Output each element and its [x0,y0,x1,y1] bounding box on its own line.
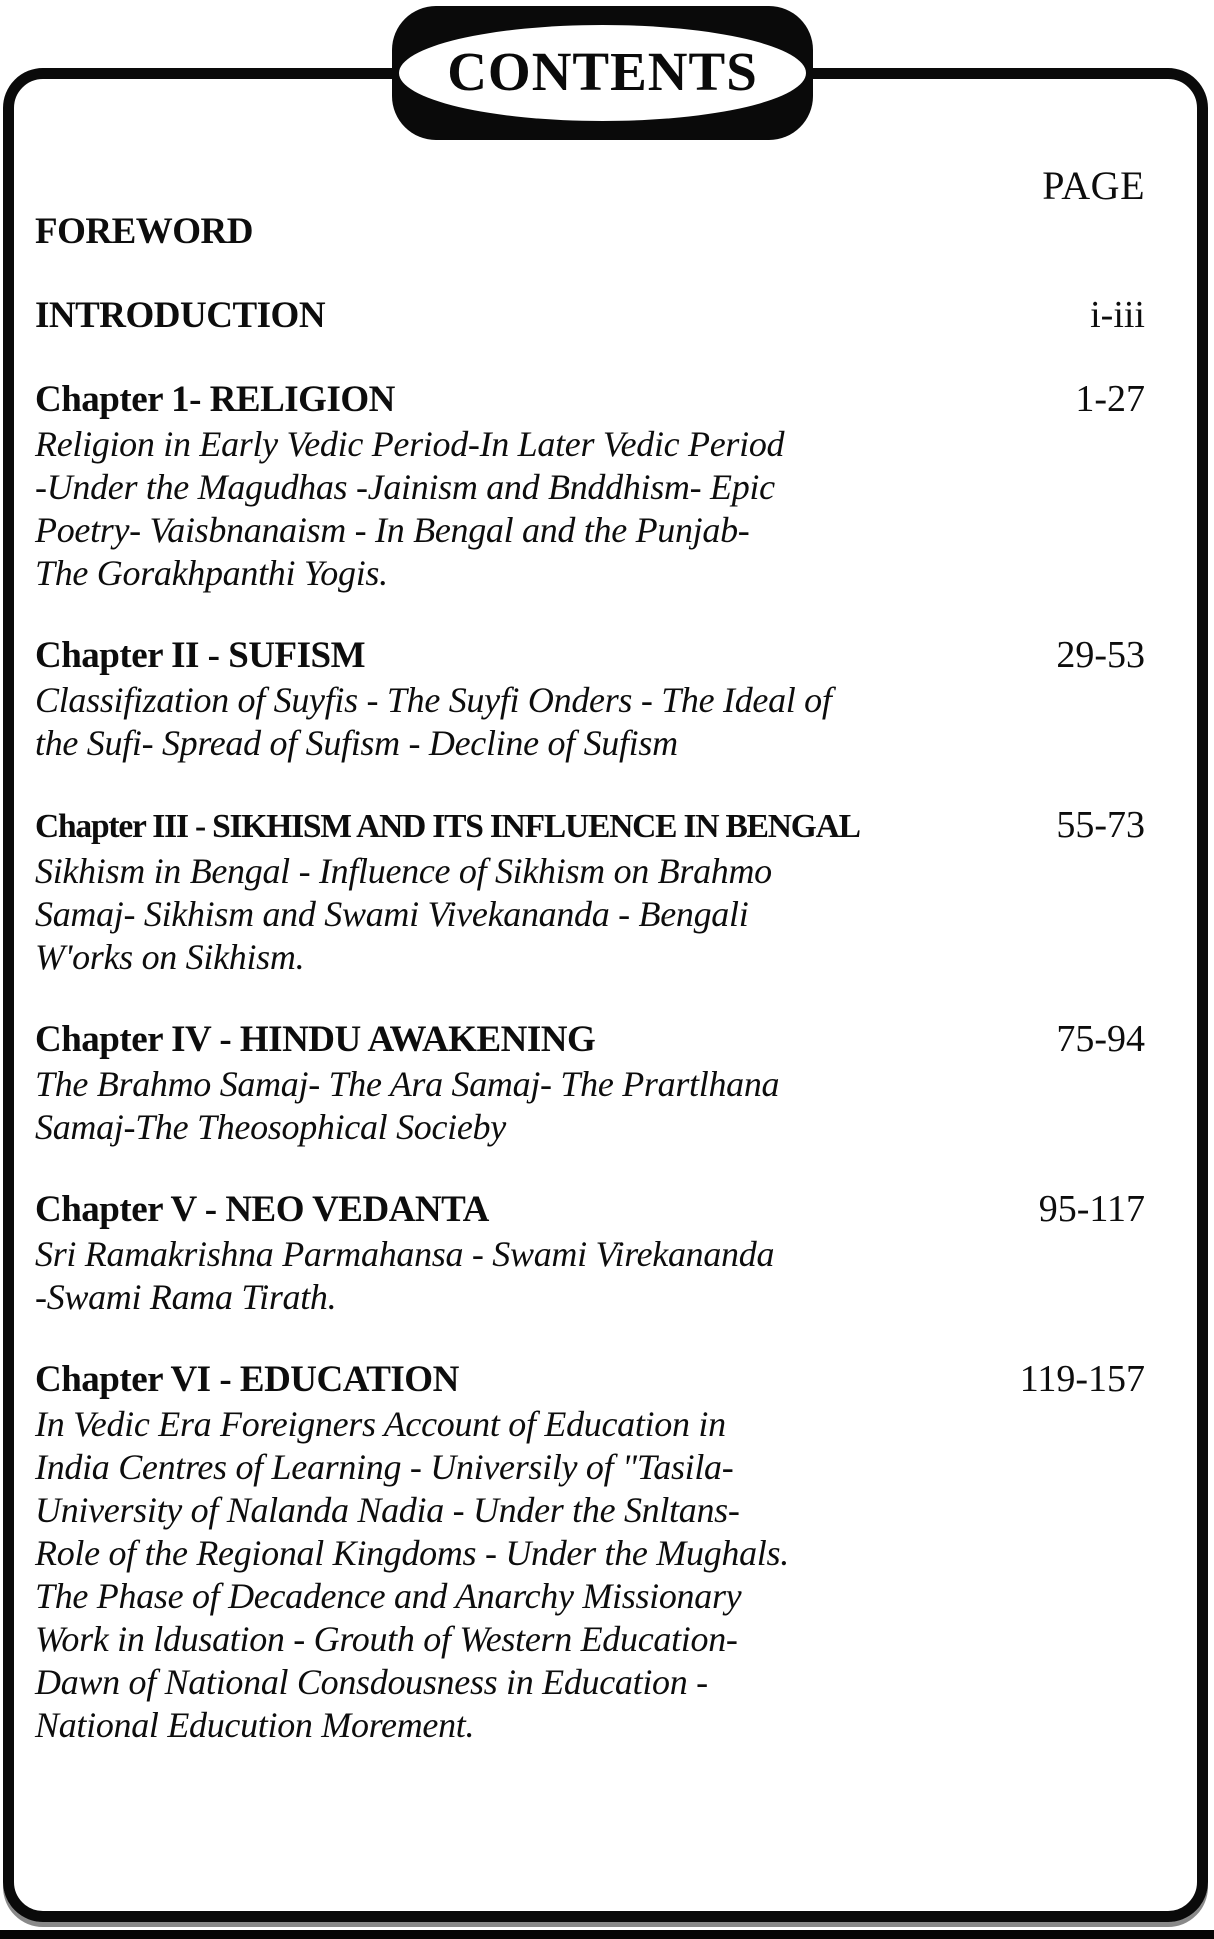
toc-entry-description-line: India Centres of Learning - Universily of "Tasila- [35,1447,734,1487]
toc-entry-description-line: The Brahmo Samaj- The Ara Samaj- The Prartlhana [35,1064,780,1104]
toc-entry-title: Chapter 1- RELIGION [35,379,395,420]
toc-entry-description-line: Poetry- Vaisbnanaism - In Bengal and the Punjab- [35,510,750,550]
toc-entry-description-line: Dawn of National Consdousness in Education - [35,1662,708,1702]
toc-entry-description-line: Role of the Regional Kingdoms - Under the Mughals. [35,1533,789,1573]
toc-entry-description-line: Samaj- Sikhism and Swami Vivekananda - Bengali [35,894,749,934]
toc-entry-title: Chapter IV - HINDU AWAKENING [35,1019,596,1060]
contents-badge-ellipse [399,25,806,121]
toc-entry-head [35,1186,1145,1233]
toc-entry-title: FOREWORD [35,211,253,252]
toc-entry-head [35,632,1145,679]
toc-entry [35,632,1145,765]
toc-entry [35,1186,1145,1319]
toc-entry-description-line: Religion in Early Vedic Period-In Later Vedic Period [35,424,785,464]
toc-entry-pages: 29-53 [1056,634,1145,676]
toc-entry-head [35,376,1145,423]
toc-entry-head [35,1356,1145,1403]
toc-entry-description-line: W'orks on Sikhism. [35,937,305,977]
toc-entry-description-line: Samaj-The Theosophical Socieby [35,1107,506,1147]
toc-entry-description [35,1063,1145,1149]
toc-entry [35,1356,1145,1747]
toc-entry-title: Chapter VI - EDUCATION [35,1359,459,1400]
toc-entry [35,292,1145,339]
toc-entry-title: INTRODUCTION [35,295,326,336]
toc-entry [35,209,1145,255]
toc-entry-description-line: Sikhism in Bengal - Influence of Sikhism on Brahmo [35,851,772,891]
toc-entry-description [35,1403,1145,1747]
toc-entries [35,209,1145,1747]
toc-entry-description [35,1233,1145,1319]
toc-entry [35,802,1145,979]
toc-entry-description-line: Work in ldusation - Grouth of Western Education- [35,1619,738,1659]
toc-entry-description [35,850,1145,979]
toc-entry-description [35,679,1145,765]
toc-entry-head [35,802,1145,850]
toc-entry [35,376,1145,595]
toc-entry-title: Chapter III - SIKHISM AND ITS INFLUENCE IN BENGAL [35,808,860,845]
toc-entry-description-line: University of Nalanda Nadia - Under the Snltans- [35,1490,740,1530]
contents-title: CONTENTS [447,40,758,102]
toc-entry-pages: 119-157 [1019,1358,1145,1400]
toc-entry-head [35,209,1145,255]
toc-entry-description-line: -Swami Rama Tirath. [35,1277,337,1317]
toc-entry-description [35,423,1145,595]
toc-entry-description-line: In Vedic Era Foreigners Account of Education in [35,1404,726,1444]
toc-entry-description-line: the Sufi- Spread of Sufism - Decline of Sufism [35,723,678,763]
toc-entry-description-line: The Phase of Decadence and Anarchy Missionary [35,1576,742,1616]
toc-entry-pages: 55-73 [1056,804,1145,846]
scan-edge-bar [0,1930,1214,1939]
toc-entry-title: Chapter V - NEO VEDANTA [35,1189,489,1230]
toc-entry-pages: 75-94 [1056,1018,1145,1060]
toc-entry-description-line: Sri Ramakrishna Parmahansa - Swami Virekananda [35,1234,775,1274]
toc-entry-description-line: National Educution Morement. [35,1705,475,1745]
contents-badge [392,6,813,140]
toc-entry-pages: 1-27 [1075,378,1145,420]
toc-entry-head [35,292,1145,339]
toc-entry-pages: i-iii [1090,294,1145,336]
toc-entry-description-line: The Gorakhpanthi Yogis. [35,553,388,593]
table-of-contents [14,79,1197,1747]
toc-entry-title: Chapter II - SUFISM [35,635,366,676]
toc-entry-description-line: Classifization of Suyfis - The Suyfi Onders - The Ideal of [35,680,832,720]
toc-entry [35,1016,1145,1149]
page-column-label: PAGE [1042,163,1145,208]
toc-entry-description-line: -Under the Magudhas -Jainism and Bnddhism- Epic [35,467,775,507]
toc-entry-head [35,1016,1145,1063]
toc-entry-pages: 95-117 [1038,1188,1145,1230]
